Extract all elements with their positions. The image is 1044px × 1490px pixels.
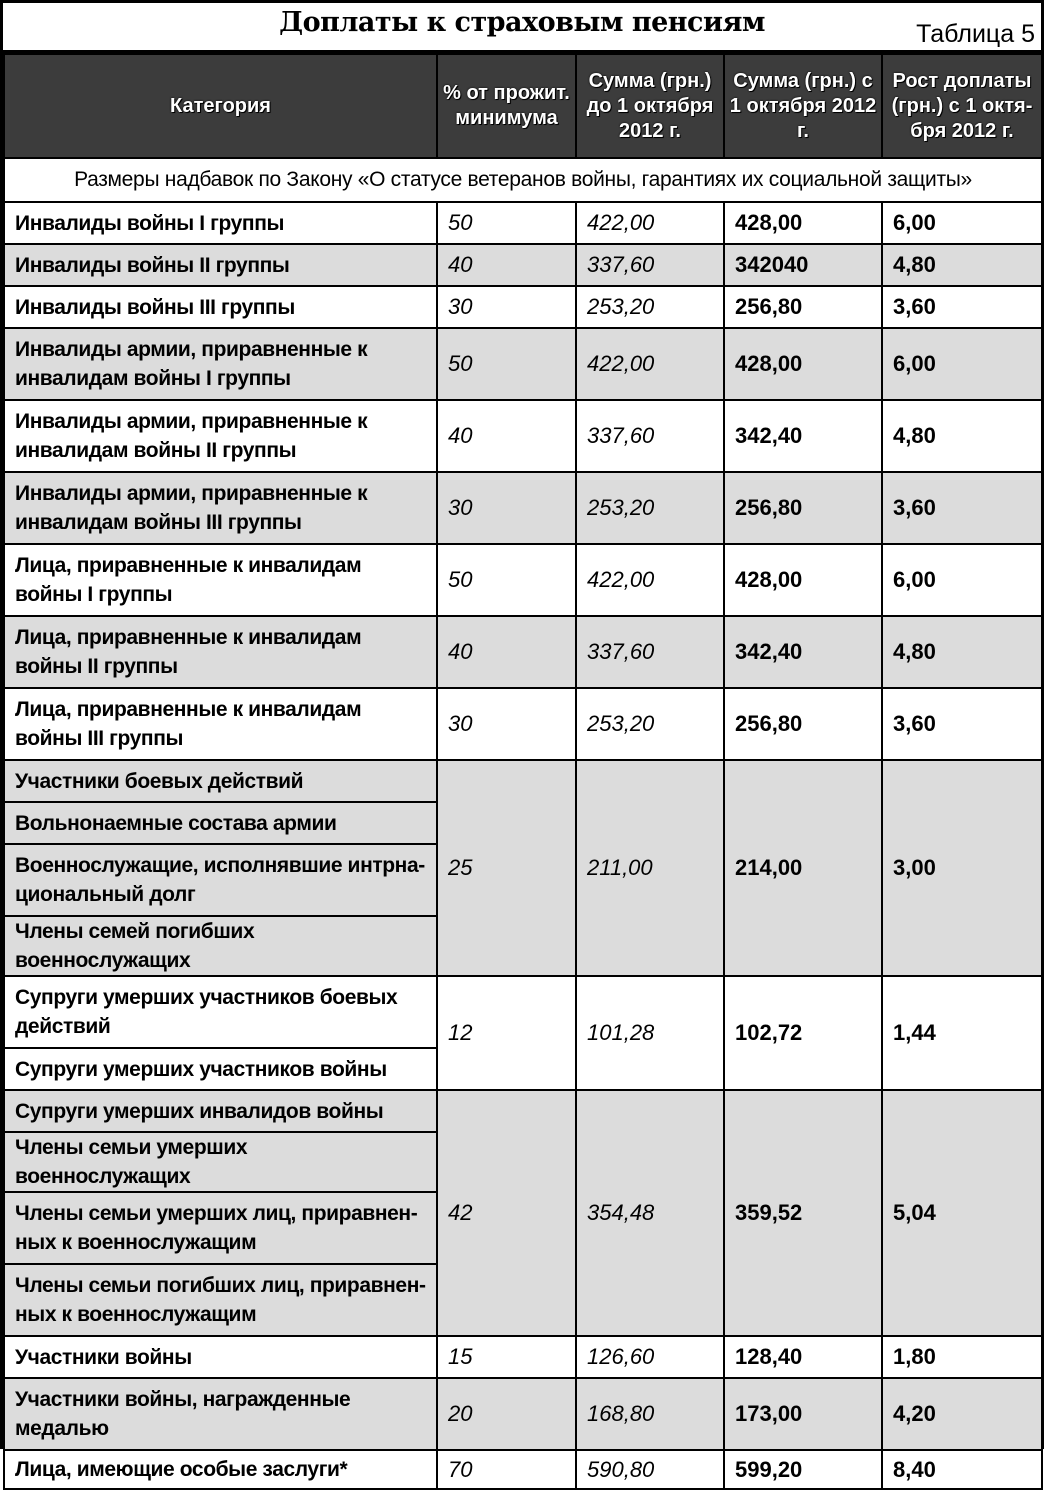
table-row [4,244,1042,286]
cell-category: Лица, приравненные к инвалидам войны II группы [4,616,437,688]
table-row [4,616,1042,688]
cell-sum-after: 102,72 [724,976,882,1090]
cell-sum-after: 428,00 [724,544,882,616]
cell-sum-before: 211,00 [576,760,724,976]
cell-increase: 6,00 [882,544,1042,616]
table-row [4,1450,1042,1489]
table-row [4,328,1042,400]
cell-category: Лица, приравненные к инвалидам войны I группы [4,544,437,616]
cell-percent: 42 [437,1090,576,1336]
table-row [4,976,1042,1048]
cell-category: Инвалиды армии, приравненные к инвалидам войны I группы [4,328,437,400]
cell-sum-after: 599,20 [724,1450,882,1489]
cell-sum-after: 342,40 [724,616,882,688]
cell-sum-before: 590,80 [576,1450,724,1489]
cell-percent: 12 [437,976,576,1090]
cell-category: Лица, приравненные к инвалидам войны III группы [4,688,437,760]
cell-increase: 3,60 [882,286,1042,328]
header-sum-before: Сумма (грн.) до 1 октября 2012 г. [576,54,724,158]
cell-sum-after: 173,00 [724,1378,882,1450]
cell-sum-before: 253,20 [576,688,724,760]
cell-increase: 5,04 [882,1090,1042,1336]
cell-sum-before: 126,60 [576,1336,724,1378]
cell-percent: 30 [437,688,576,760]
cell-increase: 6,00 [882,328,1042,400]
cell-category: Члены семьи умерших лиц, приравнен-ных к военнослужащим [4,1192,437,1264]
cell-sum-after: 256,80 [724,286,882,328]
cell-sum-after: 256,80 [724,688,882,760]
cell-sum-after: 214,00 [724,760,882,976]
header-row [4,54,1042,158]
cell-sum-after: 128,40 [724,1336,882,1378]
supplements-table [3,53,1043,1490]
cell-percent: 50 [437,202,576,244]
cell-category: Члены семьи умерших военнослужащих [4,1132,437,1192]
cell-sum-before: 253,20 [576,472,724,544]
header-sum-after: Сумма (грн.) с 1 октября 2012 г. [724,54,882,158]
cell-increase: 4,80 [882,400,1042,472]
cell-increase: 8,40 [882,1450,1042,1489]
header-category: Категория [4,54,437,158]
cell-category: Участники войны, награжденные медалью [4,1378,437,1450]
table-row [4,1378,1042,1450]
table-row [4,1090,1042,1132]
page-title: Доплаты к страховым пенсиям [279,7,765,38]
cell-percent: 50 [437,328,576,400]
cell-category: Инвалиды войны I группы [4,202,437,244]
cell-sum-after: 256,80 [724,472,882,544]
cell-increase: 3,60 [882,472,1042,544]
cell-category: Члены семьи погибших лиц, приравнен-ных к военнослужащим [4,1264,437,1336]
cell-category: Супруги умерших участников войны [4,1048,437,1090]
cell-increase: 4,20 [882,1378,1042,1450]
section-row [4,158,1042,202]
cell-sum-after: 342,40 [724,400,882,472]
table-row [4,760,1042,802]
table-row [4,286,1042,328]
cell-sum-after: 359,52 [724,1090,882,1336]
header-percent: % от прожит. минимума [437,54,576,158]
cell-percent: 15 [437,1336,576,1378]
cell-percent: 30 [437,286,576,328]
table-row [4,544,1042,616]
cell-percent: 25 [437,760,576,976]
cell-percent: 30 [437,472,576,544]
section-caption: Размеры надбавок по Закону «О статусе ветеранов войны, гарантиях их социальной защиты» [4,158,1042,202]
cell-increase: 4,80 [882,616,1042,688]
cell-increase: 3,00 [882,760,1042,976]
cell-increase: 1,44 [882,976,1042,1090]
cell-category: Инвалиды войны III группы [4,286,437,328]
cell-sum-after: 428,00 [724,202,882,244]
table-row [4,688,1042,760]
cell-sum-before: 101,28 [576,976,724,1090]
cell-category: Участники боевых действий [4,760,437,802]
cell-category: Инвалиды армии, приравненные к инвалидам войны II группы [4,400,437,472]
cell-percent: 40 [437,616,576,688]
cell-category: Лица, имеющие особые заслуги* [4,1450,437,1489]
table-row [4,400,1042,472]
title-bar [3,3,1041,53]
cell-category: Супруги умерших инвалидов войны [4,1090,437,1132]
cell-category: Участники войны [4,1336,437,1378]
cell-percent: 40 [437,244,576,286]
cell-category: Вольнонаемные состава армии [4,802,437,844]
cell-sum-before: 253,20 [576,286,724,328]
table-row [4,202,1042,244]
cell-sum-before: 337,60 [576,400,724,472]
cell-sum-before: 354,48 [576,1090,724,1336]
cell-sum-before: 337,60 [576,616,724,688]
cell-sum-after: 342040 [724,244,882,286]
cell-increase: 1,80 [882,1336,1042,1378]
cell-percent: 70 [437,1450,576,1489]
cell-sum-before: 337,60 [576,244,724,286]
table-row [4,1336,1042,1378]
cell-category: Супруги умерших участников боевых действий [4,976,437,1048]
table-number-label: Таблица 5 [916,20,1035,48]
cell-sum-before: 422,00 [576,544,724,616]
cell-category: Военнослужащие, исполнявшие интрна-циональный долг [4,844,437,916]
cell-increase: 4,80 [882,244,1042,286]
cell-sum-before: 422,00 [576,328,724,400]
cell-category: Члены семей погибших военнослужащих [4,916,437,976]
cell-category: Инвалиды армии, приравненные к инвалидам войны III группы [4,472,437,544]
cell-sum-after: 428,00 [724,328,882,400]
cell-category: Инвалиды войны II группы [4,244,437,286]
cell-percent: 20 [437,1378,576,1450]
cell-sum-before: 422,00 [576,202,724,244]
cell-increase: 3,60 [882,688,1042,760]
table-row [4,472,1042,544]
cell-percent: 50 [437,544,576,616]
cell-sum-before: 168,80 [576,1378,724,1450]
header-increase: Рост доплаты (грн.) с 1 октя-бря 2012 г. [882,54,1042,158]
cell-percent: 40 [437,400,576,472]
cell-increase: 6,00 [882,202,1042,244]
